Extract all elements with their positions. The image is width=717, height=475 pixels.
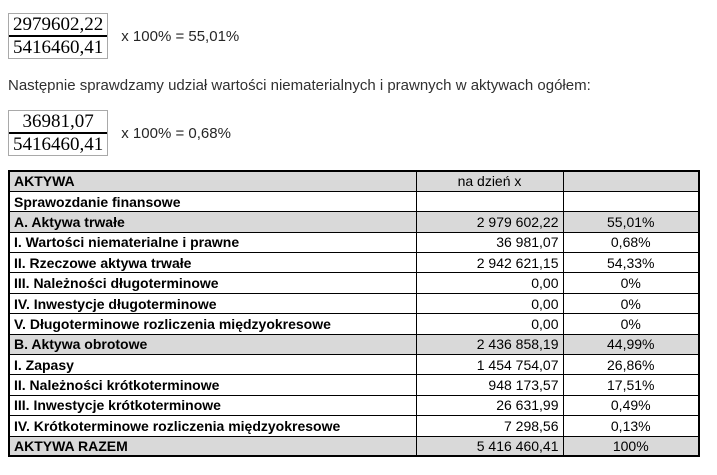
row-percent: 0% [563, 293, 699, 313]
row-percent: 0% [563, 273, 699, 293]
table-row [9, 375, 699, 395]
row-label: I. Wartości niematerialne i prawne [9, 232, 416, 252]
row-value: 2 942 621,15 [416, 253, 563, 273]
table-row [9, 395, 699, 415]
table-header-row [9, 171, 699, 191]
table-row [9, 253, 699, 273]
row-label: B. Aktywa obrotowe [9, 334, 416, 354]
table-row [9, 212, 699, 232]
row-percent: 26,86% [563, 355, 699, 375]
table-row [9, 416, 699, 436]
row-value: 2 436 858,19 [416, 334, 563, 354]
fraction-numerator: 2979602,22 [9, 14, 107, 37]
row-label: AKTYWA RAZEM [9, 436, 416, 456]
paragraph-intro: Następnie sprawdzamy udział wartości niematerialnych i prawnych w aktywach ogółem: [8, 77, 591, 94]
table-row [9, 232, 699, 252]
row-percent: 0,68% [563, 232, 699, 252]
fraction-intangible-assets [8, 110, 108, 156]
row-value: 5 416 460,41 [416, 436, 563, 456]
row-percent: 0% [563, 314, 699, 334]
header-date-column: na dzień x [416, 171, 563, 191]
row-percent: 44,99% [563, 334, 699, 354]
fraction-denominator: 5416460,41 [13, 37, 104, 58]
header-percent-column [563, 171, 699, 191]
row-value: 0,00 [416, 314, 563, 334]
table-row [9, 355, 699, 375]
formula-result: x 100% = 0,68% [121, 124, 231, 142]
row-value: 7 298,56 [416, 416, 563, 436]
row-label: II. Należności krótkoterminowe [9, 375, 416, 395]
row-label: V. Długoterminowe rozliczenia międzyokresowe [9, 314, 416, 334]
formula-fixed-assets-share [8, 13, 239, 59]
row-value: 948 173,57 [416, 375, 563, 395]
row-value: 0,00 [416, 273, 563, 293]
fraction-fixed-assets [8, 13, 108, 59]
fraction-denominator: 5416460,41 [13, 134, 104, 155]
row-label: Sprawozdanie finansowe [9, 191, 416, 211]
table-row [9, 273, 699, 293]
table-row-total [9, 436, 699, 456]
row-percent: 17,51% [563, 375, 699, 395]
row-percent: 55,01% [563, 212, 699, 232]
row-label: I. Zapasy [9, 355, 416, 375]
row-value: 2 979 602,22 [416, 212, 563, 232]
header-aktywa: AKTYWA [9, 171, 416, 191]
row-value: 36 981,07 [416, 232, 563, 252]
formula-result: x 100% = 55,01% [121, 27, 240, 45]
row-percent: 0,49% [563, 395, 699, 415]
row-label: II. Rzeczowe aktywa trwałe [9, 253, 416, 273]
table-row [9, 191, 699, 211]
row-percent: 0,13% [563, 416, 699, 436]
row-value: 26 631,99 [416, 395, 563, 415]
row-percent: 100% [563, 436, 699, 456]
row-percent: 54,33% [563, 253, 699, 273]
table-row [9, 314, 699, 334]
row-value: 0,00 [416, 293, 563, 313]
row-label: III. Należności długoterminowe [9, 273, 416, 293]
formula-intangible-assets-share [8, 110, 231, 156]
row-label: III. Inwestycje krótkoterminowe [9, 395, 416, 415]
table-row [9, 293, 699, 313]
fraction-numerator: 36981,07 [9, 111, 107, 134]
row-label: IV. Krótkoterminowe rozliczenia międzyokresowe [9, 416, 416, 436]
row-label: IV. Inwestycje długoterminowe [9, 293, 416, 313]
row-value [416, 191, 563, 211]
row-label: A. Aktywa trwałe [9, 212, 416, 232]
table-row [9, 334, 699, 354]
assets-table [8, 170, 700, 457]
row-value: 1 454 754,07 [416, 355, 563, 375]
row-percent [563, 191, 699, 211]
